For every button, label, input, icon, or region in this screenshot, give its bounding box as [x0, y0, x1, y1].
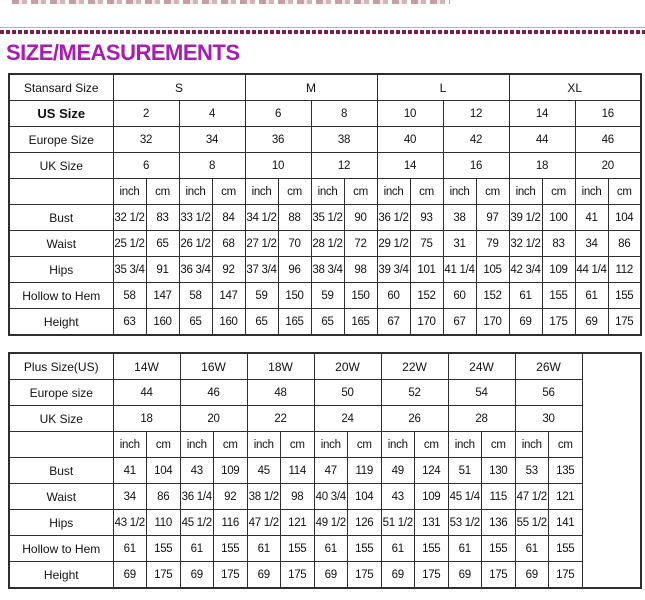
value-cell: 36 3/4: [179, 257, 212, 283]
unit-cell: inch: [245, 179, 278, 205]
unit-cell: inch: [311, 179, 344, 205]
value-cell: 121: [281, 510, 315, 536]
size-group-cell: 14W: [113, 353, 180, 380]
table-row: [9, 283, 641, 309]
value-cell: 28: [448, 406, 515, 432]
thin-divider-line: [0, 27, 645, 28]
table-row: [9, 101, 641, 127]
value-cell: 47: [314, 458, 348, 484]
size-group-cell: 26W: [515, 353, 582, 380]
value-cell: 43 1/2: [113, 510, 147, 536]
unit-cell: cm: [476, 179, 509, 205]
value-cell: 69: [509, 309, 542, 336]
value-cell: 60: [377, 283, 410, 309]
value-cell: 175: [482, 562, 516, 589]
value-cell: 51: [448, 458, 482, 484]
value-cell: 170: [476, 309, 509, 336]
table-row: [9, 510, 641, 536]
row-label-cell: Bust: [9, 458, 113, 484]
row-label-cell: Hips: [9, 257, 113, 283]
value-cell: 175: [608, 309, 641, 336]
value-cell: 43: [381, 484, 415, 510]
value-cell: 136: [482, 510, 516, 536]
value-cell: 160: [212, 309, 245, 336]
page-title: SIZE/MEASUREMENTS: [6, 40, 240, 65]
plus-size-table: [8, 352, 642, 589]
value-cell: 61: [381, 536, 415, 562]
value-cell: 104: [608, 205, 641, 231]
value-cell: 131: [415, 510, 449, 536]
value-cell: 31: [443, 231, 476, 257]
unit-cell: inch: [448, 432, 482, 458]
value-cell: 109: [542, 257, 575, 283]
value-cell: 101: [410, 257, 443, 283]
size-group-cell: 20W: [314, 353, 381, 380]
unit-cell: inch: [113, 432, 147, 458]
value-cell: 160: [146, 309, 179, 336]
value-cell: 27 1/2: [245, 231, 278, 257]
value-cell: 49: [381, 458, 415, 484]
unit-cell: cm: [146, 179, 179, 205]
unit-cell: inch: [113, 179, 146, 205]
row-label-cell: US Size: [9, 101, 113, 127]
value-cell: 61: [575, 283, 608, 309]
value-cell: 65: [179, 309, 212, 336]
value-cell: 42 3/4: [509, 257, 542, 283]
value-cell: 70: [278, 231, 311, 257]
value-cell: 112: [608, 257, 641, 283]
unit-cell: inch: [377, 179, 410, 205]
value-cell: 92: [214, 484, 248, 510]
value-cell: 69: [575, 309, 608, 336]
value-cell: 36 1/4: [180, 484, 214, 510]
value-cell: 155: [348, 536, 382, 562]
value-cell: 61: [314, 536, 348, 562]
unit-cell: cm: [549, 432, 583, 458]
value-cell: 68: [212, 231, 245, 257]
value-cell: 35 1/2: [311, 205, 344, 231]
unit-cell: inch: [575, 179, 608, 205]
value-cell: 34 1/2: [245, 205, 278, 231]
value-cell: 175: [281, 562, 315, 589]
value-cell: 34: [179, 127, 245, 153]
corner-label-cell: Stansard Size: [9, 74, 113, 101]
value-cell: 50: [314, 380, 381, 406]
value-cell: 26 1/2: [179, 231, 212, 257]
table-row: [9, 380, 641, 406]
value-cell: 61: [113, 536, 147, 562]
value-cell: 59: [311, 283, 344, 309]
value-cell: 152: [476, 283, 509, 309]
value-cell: 24: [314, 406, 381, 432]
value-cell: 61: [448, 536, 482, 562]
table-row: [9, 458, 641, 484]
value-cell: 96: [278, 257, 311, 283]
value-cell: 130: [482, 458, 516, 484]
value-cell: 32 1/2: [509, 231, 542, 257]
value-cell: 36 1/2: [377, 205, 410, 231]
value-cell: 91: [146, 257, 179, 283]
value-cell: 46: [180, 380, 247, 406]
unit-cell: inch: [179, 179, 212, 205]
value-cell: 6: [245, 101, 311, 127]
value-cell: 45 1/4: [448, 484, 482, 510]
value-cell: 147: [146, 283, 179, 309]
empty-trailing-cell: [582, 353, 641, 588]
unit-cell: cm: [344, 179, 377, 205]
value-cell: 10: [245, 153, 311, 179]
row-label-cell: Hollow to Hem: [9, 283, 113, 309]
value-cell: 45: [247, 458, 281, 484]
unit-cell: inch: [180, 432, 214, 458]
value-cell: 41 1/4: [443, 257, 476, 283]
unit-cell: cm: [212, 179, 245, 205]
value-cell: 60: [443, 283, 476, 309]
value-cell: 52: [381, 380, 448, 406]
value-cell: 67: [377, 309, 410, 336]
value-cell: 56: [515, 380, 582, 406]
size-group-cell: 18W: [247, 353, 314, 380]
value-cell: 44: [113, 380, 180, 406]
value-cell: 58: [179, 283, 212, 309]
value-cell: 155: [542, 283, 575, 309]
value-cell: 47 1/2: [247, 510, 281, 536]
value-cell: 110: [147, 510, 181, 536]
value-cell: 115: [482, 484, 516, 510]
empty-corner-cell: [9, 179, 113, 205]
row-label-cell: Height: [9, 562, 113, 589]
value-cell: 43: [180, 458, 214, 484]
row-label-cell: Bust: [9, 205, 113, 231]
value-cell: 175: [147, 562, 181, 589]
value-cell: 38: [443, 205, 476, 231]
unit-cell: inch: [314, 432, 348, 458]
value-cell: 6: [113, 153, 179, 179]
value-cell: 22: [247, 406, 314, 432]
value-cell: 175: [542, 309, 575, 336]
row-label-cell: Hollow to Hem: [9, 536, 113, 562]
value-cell: 175: [549, 562, 583, 589]
value-cell: 155: [608, 283, 641, 309]
value-cell: 18: [509, 153, 575, 179]
value-cell: 147: [212, 283, 245, 309]
value-cell: 49 1/2: [314, 510, 348, 536]
table-header-row: [9, 74, 641, 101]
standard-size-table-body: [9, 74, 641, 335]
value-cell: 55 1/2: [515, 510, 549, 536]
value-cell: 104: [147, 458, 181, 484]
value-cell: 150: [344, 283, 377, 309]
value-cell: 35 3/4: [113, 257, 146, 283]
value-cell: 39 3/4: [377, 257, 410, 283]
value-cell: 155: [482, 536, 516, 562]
standard-size-table: [8, 73, 642, 336]
value-cell: 69: [314, 562, 348, 589]
value-cell: 18: [113, 406, 180, 432]
value-cell: 54: [448, 380, 515, 406]
value-cell: 155: [415, 536, 449, 562]
value-cell: 42: [443, 127, 509, 153]
value-cell: 38 1/2: [247, 484, 281, 510]
value-cell: 116: [214, 510, 248, 536]
plus-size-table-body: [9, 353, 641, 588]
table-row: [9, 231, 641, 257]
value-cell: 135: [549, 458, 583, 484]
value-cell: 36: [245, 127, 311, 153]
value-cell: 14: [509, 101, 575, 127]
row-label-cell: Waist: [9, 231, 113, 257]
value-cell: 155: [214, 536, 248, 562]
value-cell: 175: [348, 562, 382, 589]
unit-cell: inch: [247, 432, 281, 458]
value-cell: 61: [180, 536, 214, 562]
value-cell: 29 1/2: [377, 231, 410, 257]
table-row: [9, 562, 641, 589]
value-cell: 44: [509, 127, 575, 153]
unit-cell: inch: [515, 432, 549, 458]
value-cell: 119: [348, 458, 382, 484]
value-cell: 69: [180, 562, 214, 589]
size-group-cell: S: [113, 74, 245, 101]
value-cell: 34: [575, 231, 608, 257]
value-cell: 69: [515, 562, 549, 589]
value-cell: 100: [542, 205, 575, 231]
value-cell: 2: [113, 101, 179, 127]
table-row: [9, 205, 641, 231]
value-cell: 45 1/2: [180, 510, 214, 536]
value-cell: 93: [410, 205, 443, 231]
cut-off-text-remnant: [12, 0, 450, 4]
size-group-cell: 22W: [381, 353, 448, 380]
value-cell: 30: [515, 406, 582, 432]
value-cell: 150: [278, 283, 311, 309]
size-group-cell: L: [377, 74, 509, 101]
value-cell: 83: [542, 231, 575, 257]
value-cell: 104: [348, 484, 382, 510]
row-label-cell: Europe size: [9, 380, 113, 406]
table-row: [9, 536, 641, 562]
unit-cell: cm: [348, 432, 382, 458]
value-cell: 63: [113, 309, 146, 336]
value-cell: 46: [575, 127, 641, 153]
value-cell: 126: [348, 510, 382, 536]
unit-cell: cm: [281, 432, 315, 458]
value-cell: 155: [281, 536, 315, 562]
value-cell: 14: [377, 153, 443, 179]
value-cell: 90: [344, 205, 377, 231]
value-cell: 65: [146, 231, 179, 257]
value-cell: 37 3/4: [245, 257, 278, 283]
value-cell: 79: [476, 231, 509, 257]
unit-cell: inch: [443, 179, 476, 205]
value-cell: 33 1/2: [179, 205, 212, 231]
value-cell: 26: [381, 406, 448, 432]
value-cell: 84: [212, 205, 245, 231]
value-cell: 86: [147, 484, 181, 510]
row-label-cell: Height: [9, 309, 113, 336]
row-label-cell: Europe Size: [9, 127, 113, 153]
value-cell: 72: [344, 231, 377, 257]
value-cell: 51 1/2: [381, 510, 415, 536]
value-cell: 175: [214, 562, 248, 589]
value-cell: 12: [311, 153, 377, 179]
corner-label-cell: Plus Size(US): [9, 353, 113, 380]
value-cell: 114: [281, 458, 315, 484]
value-cell: 69: [113, 562, 147, 589]
value-cell: 98: [281, 484, 315, 510]
value-cell: 20: [180, 406, 247, 432]
size-group-cell: 24W: [448, 353, 515, 380]
size-group-cell: M: [245, 74, 377, 101]
value-cell: 8: [179, 153, 245, 179]
value-cell: 98: [344, 257, 377, 283]
value-cell: 141: [549, 510, 583, 536]
unit-cell: cm: [542, 179, 575, 205]
value-cell: 40 3/4: [314, 484, 348, 510]
value-cell: 155: [147, 536, 181, 562]
value-cell: 83: [146, 205, 179, 231]
value-cell: 16: [575, 101, 641, 127]
value-cell: 12: [443, 101, 509, 127]
row-label-cell: UK Size: [9, 153, 113, 179]
value-cell: 170: [410, 309, 443, 336]
value-cell: 65: [245, 309, 278, 336]
value-cell: 109: [214, 458, 248, 484]
unit-cell: cm: [482, 432, 516, 458]
unit-cell: inch: [381, 432, 415, 458]
value-cell: 8: [311, 101, 377, 127]
table-row: [9, 309, 641, 336]
value-cell: 41: [575, 205, 608, 231]
value-cell: 59: [245, 283, 278, 309]
row-label-cell: UK Size: [9, 406, 113, 432]
value-cell: 88: [278, 205, 311, 231]
size-group-cell: 16W: [180, 353, 247, 380]
value-cell: 61: [509, 283, 542, 309]
table-row: [9, 153, 641, 179]
value-cell: 124: [415, 458, 449, 484]
value-cell: 121: [549, 484, 583, 510]
row-label-cell: Waist: [9, 484, 113, 510]
value-cell: 10: [377, 101, 443, 127]
value-cell: 32: [113, 127, 179, 153]
value-cell: 109: [415, 484, 449, 510]
value-cell: 105: [476, 257, 509, 283]
value-cell: 40: [377, 127, 443, 153]
value-cell: 44 1/4: [575, 257, 608, 283]
value-cell: 53: [515, 458, 549, 484]
dashed-divider-line: [0, 30, 645, 34]
unit-cell: cm: [278, 179, 311, 205]
value-cell: 175: [415, 562, 449, 589]
value-cell: 20: [575, 153, 641, 179]
value-cell: 65: [311, 309, 344, 336]
value-cell: 69: [448, 562, 482, 589]
value-cell: 41: [113, 458, 147, 484]
table-row: [9, 127, 641, 153]
unit-header-row: [9, 179, 641, 205]
value-cell: 75: [410, 231, 443, 257]
size-group-cell: XL: [509, 74, 641, 101]
unit-cell: inch: [509, 179, 542, 205]
row-label-cell: Hips: [9, 510, 113, 536]
value-cell: 97: [476, 205, 509, 231]
value-cell: 152: [410, 283, 443, 309]
value-cell: 32 1/2: [113, 205, 146, 231]
value-cell: 48: [247, 380, 314, 406]
value-cell: 58: [113, 283, 146, 309]
unit-header-row: [9, 432, 641, 458]
value-cell: 92: [212, 257, 245, 283]
unit-cell: cm: [415, 432, 449, 458]
value-cell: 38: [311, 127, 377, 153]
value-cell: 69: [381, 562, 415, 589]
value-cell: 69: [247, 562, 281, 589]
value-cell: 155: [549, 536, 583, 562]
empty-corner-cell: [9, 432, 113, 458]
value-cell: 16: [443, 153, 509, 179]
value-cell: 28 1/2: [311, 231, 344, 257]
unit-cell: cm: [147, 432, 181, 458]
value-cell: 25 1/2: [113, 231, 146, 257]
value-cell: 86: [608, 231, 641, 257]
table-header-row: [9, 353, 641, 380]
value-cell: 34: [113, 484, 147, 510]
unit-cell: cm: [410, 179, 443, 205]
table-row: [9, 257, 641, 283]
value-cell: 53 1/2: [448, 510, 482, 536]
value-cell: 47 1/2: [515, 484, 549, 510]
value-cell: 4: [179, 101, 245, 127]
value-cell: 39 1/2: [509, 205, 542, 231]
unit-cell: cm: [608, 179, 641, 205]
value-cell: 165: [278, 309, 311, 336]
value-cell: 38 3/4: [311, 257, 344, 283]
unit-cell: cm: [214, 432, 248, 458]
table-row: [9, 406, 641, 432]
value-cell: 165: [344, 309, 377, 336]
table-row: [9, 484, 641, 510]
value-cell: 61: [247, 536, 281, 562]
value-cell: 67: [443, 309, 476, 336]
value-cell: 61: [515, 536, 549, 562]
